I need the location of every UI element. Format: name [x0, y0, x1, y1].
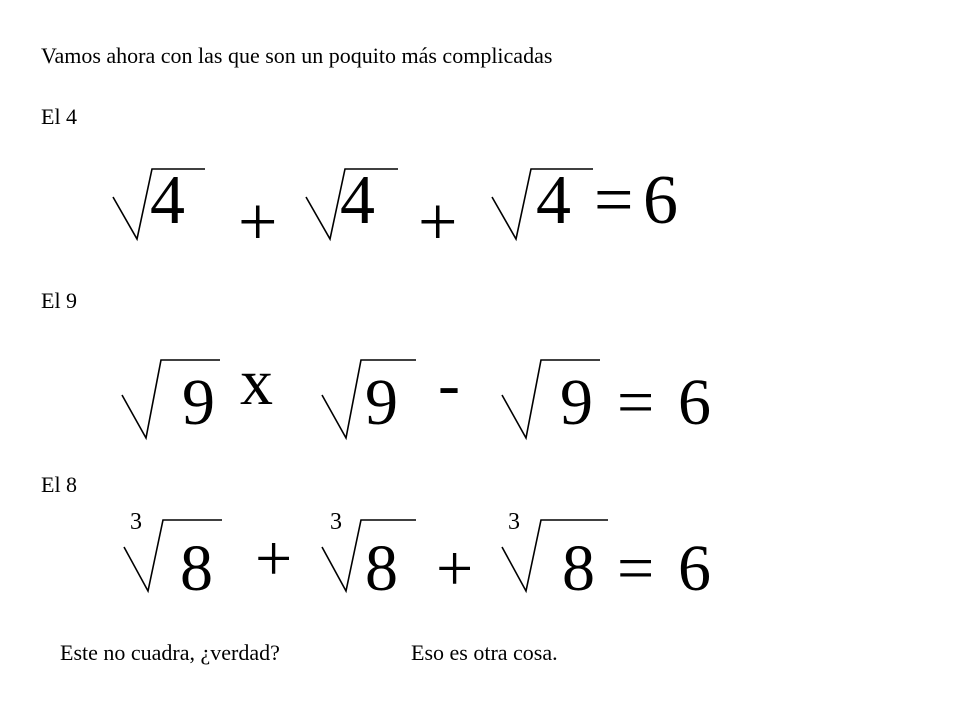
row3-radicand-2: 8 [365, 532, 398, 605]
row1-label: El 4 [41, 104, 78, 129]
row3-index-3: 3 [508, 509, 520, 535]
intro-text: Vamos ahora con las que son un poquito más complicadas [41, 43, 553, 68]
row2-equals: = [617, 366, 655, 439]
row3-label: El 8 [41, 472, 78, 497]
row3-radicand-3: 8 [562, 532, 595, 605]
footer-answer: Eso es otra cosa. [411, 640, 558, 665]
row3-equals: = [617, 532, 655, 605]
footer-question: Este no cuadra, ¿verdad? [60, 640, 280, 665]
row2-result: 6 [678, 366, 711, 439]
row3-index-2: 3 [330, 509, 342, 535]
row1-op-1: + [238, 184, 278, 261]
row3-op-2: + [436, 532, 474, 605]
row1-radicand-2: 4 [340, 162, 375, 239]
row2-op-2: - [438, 348, 460, 421]
row1-radicand-1: 4 [150, 162, 185, 239]
row3-result: 6 [678, 532, 711, 605]
row1-result: 6 [643, 162, 678, 239]
row2-op-1: x [240, 346, 273, 419]
row3-op-1: + [255, 522, 293, 595]
row2-label: El 9 [41, 288, 78, 313]
row1-radicand-3: 4 [536, 162, 571, 239]
row1-equals: = [594, 162, 634, 239]
row2-radicand-3: 9 [560, 366, 593, 439]
row2-radicand-2: 9 [365, 366, 398, 439]
row1-op-2: + [418, 184, 458, 261]
row3-radicand-1: 8 [180, 532, 213, 605]
row2-radicand-1: 9 [182, 366, 215, 439]
row3-index-1: 3 [130, 509, 142, 535]
